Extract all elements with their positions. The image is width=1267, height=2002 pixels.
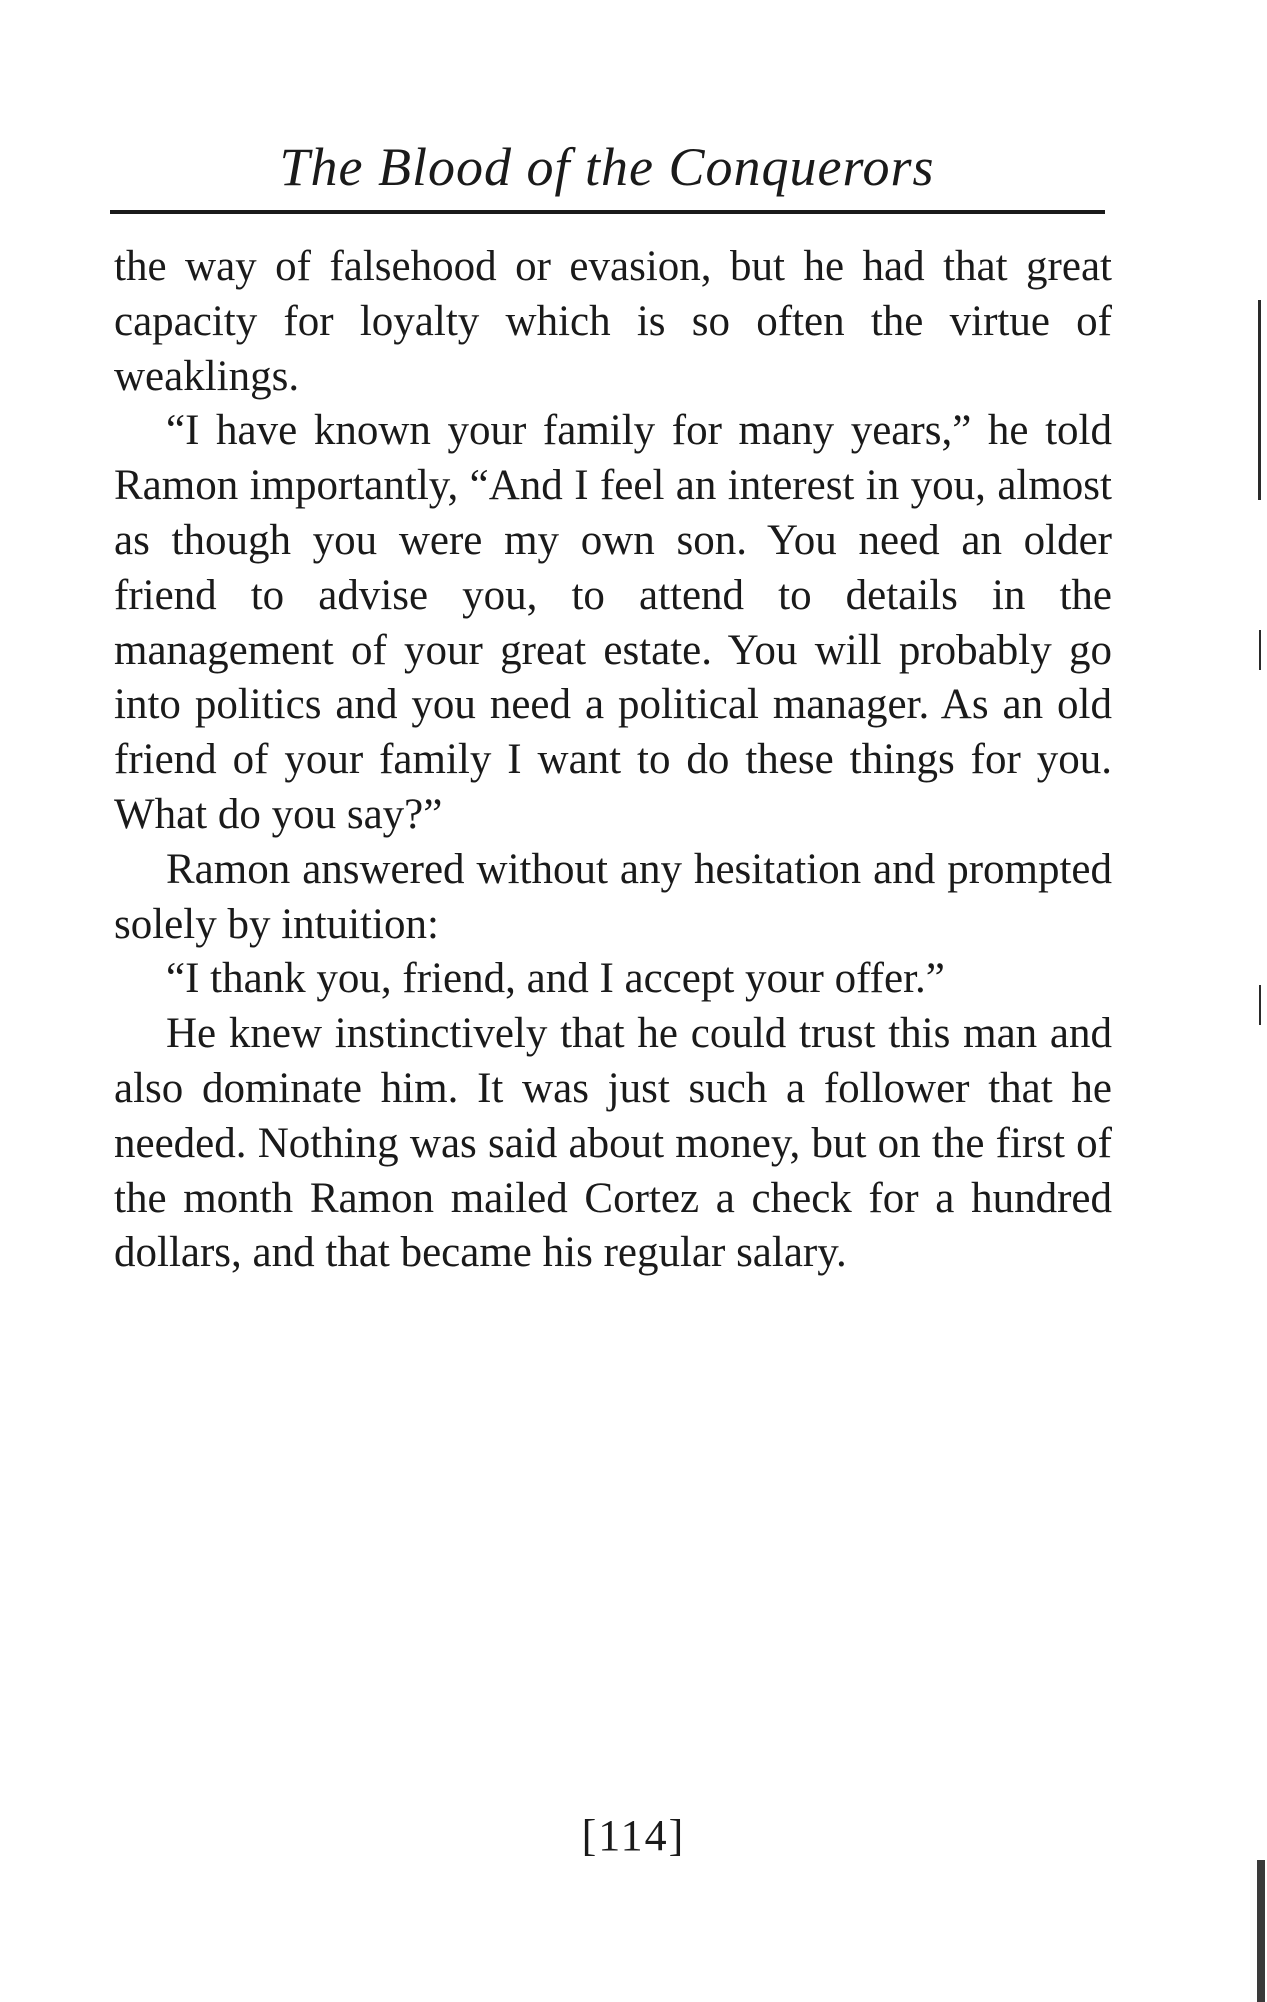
running-title: The Blood of the Conquerors <box>279 137 935 197</box>
scan-edge-mark <box>1257 1860 1265 2002</box>
scan-edge-mark <box>1259 630 1261 670</box>
paragraph-4: “I thank you, friend, and I accept your offer.” <box>166 955 945 1003</box>
paragraph-3: Ramon answered without any hesitation and prompted solely by intuition: <box>114 845 1112 948</box>
scan-edge-mark <box>1259 985 1261 1025</box>
scan-edge-mark <box>1258 300 1261 500</box>
paragraph-2: “I have known your family for many years,” he told Ramon importantly, “And I feel an interest in you, almost as though you were my own son. You need an older friend to advise you, to attend to details in the management of your great estate. You will probably go into politics and you need a political manager. As an old friend of your family I want to do these things for you. What do you say?” <box>114 407 1112 838</box>
header-rule <box>110 210 1105 214</box>
paragraph-5: He knew instinctively that he could trust this man and also dominate him. It was just such a follower that he needed. Nothing was said about money, but on the first of the month Ramon mailed Cortez a check for a hundred dollars, and that became his regular salary. <box>114 1010 1112 1277</box>
page-body <box>114 240 1112 1281</box>
page-number: [114] <box>581 1811 686 1860</box>
paragraph-1: the way of falsehood or evasion, but he had that great capacity for loyalty which is so often the virtue of weaklings. <box>114 243 1112 400</box>
